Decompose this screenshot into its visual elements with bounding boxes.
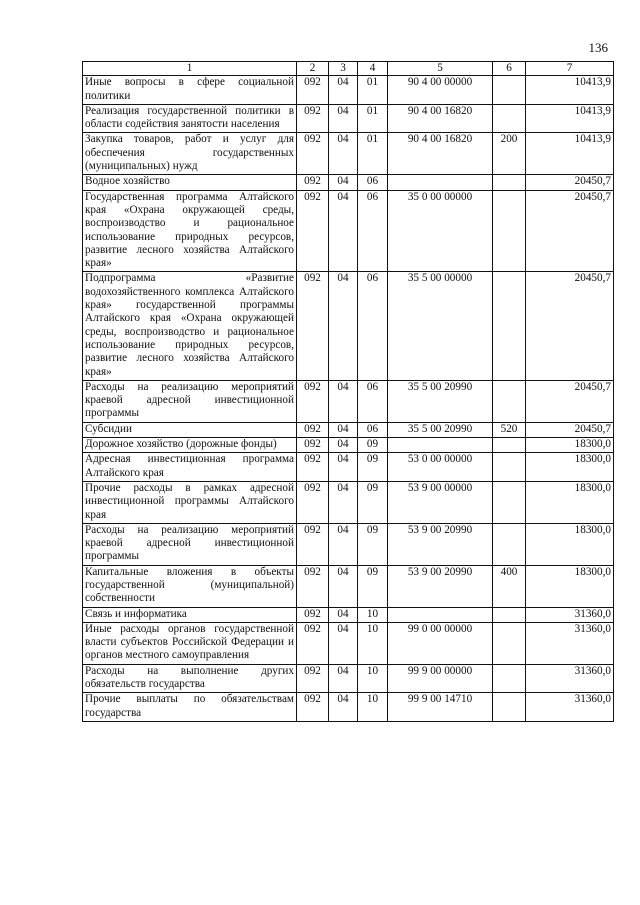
table-row (83, 453, 614, 482)
row-name-cell: Расходы на выполнение других обязательств государства (83, 664, 297, 693)
expense-type-cell (493, 622, 526, 664)
expense-type-cell: 400 (493, 565, 526, 607)
section-code-cell: 04 (329, 438, 358, 453)
subsection-code-cell: 01 (358, 104, 388, 133)
ministry-code-cell: 092 (297, 175, 329, 190)
column-header: 4 (358, 62, 388, 76)
amount-cell: 20450,7 (526, 380, 614, 422)
amount-cell: 10413,9 (526, 133, 614, 175)
expense-type-cell (493, 104, 526, 133)
expense-type-cell (493, 76, 526, 105)
subsection-code-cell: 01 (358, 76, 388, 105)
expense-type-cell (493, 523, 526, 565)
section-code-cell: 04 (329, 380, 358, 422)
amount-cell: 31360,0 (526, 607, 614, 622)
table-row (83, 607, 614, 622)
page-number: 136 (588, 40, 608, 55)
ministry-code-cell: 092 (297, 622, 329, 664)
target-item-cell: 53 9 00 20990 (388, 523, 493, 565)
row-name-cell: Государственная программа Алтайского края «Охрана окружающей среды, воспроизводство и рациональное использование природных ресурсов, развитие лесного хозяйства Алтайского края» (83, 190, 297, 272)
amount-cell: 20450,7 (526, 190, 614, 272)
target-item-cell: 99 9 00 00000 (388, 664, 493, 693)
amount-cell: 20450,7 (526, 175, 614, 190)
expense-type-cell (493, 438, 526, 453)
subsection-code-cell: 06 (358, 175, 388, 190)
expense-type-cell (493, 607, 526, 622)
table-row (83, 422, 614, 437)
amount-cell: 31360,0 (526, 664, 614, 693)
amount-cell: 10413,9 (526, 104, 614, 133)
subsection-code-cell: 09 (358, 438, 388, 453)
section-code-cell: 04 (329, 104, 358, 133)
ministry-code-cell: 092 (297, 380, 329, 422)
row-name-cell: Иные расходы органов государственной власти субъектов Российской Федерации и органов местного самоуправления (83, 622, 297, 664)
row-name-cell: Адресная инвестиционная программа Алтайского края (83, 453, 297, 482)
section-code-cell: 04 (329, 190, 358, 272)
section-code-cell: 04 (329, 76, 358, 105)
target-item-cell (388, 438, 493, 453)
row-name-cell: Связь и информатика (83, 607, 297, 622)
expense-type-cell: 200 (493, 133, 526, 175)
subsection-code-cell: 10 (358, 664, 388, 693)
target-item-cell: 35 5 00 20990 (388, 380, 493, 422)
row-name-cell: Субсидии (83, 422, 297, 437)
amount-cell: 31360,0 (526, 693, 614, 722)
subsection-code-cell: 06 (358, 422, 388, 437)
target-item-cell: 35 0 00 00000 (388, 190, 493, 272)
subsection-code-cell: 06 (358, 380, 388, 422)
subsection-code-cell: 09 (358, 481, 388, 523)
expense-type-cell (493, 380, 526, 422)
subsection-code-cell: 09 (358, 453, 388, 482)
expense-type-cell (493, 272, 526, 380)
ministry-code-cell: 092 (297, 104, 329, 133)
subsection-code-cell: 09 (358, 565, 388, 607)
table-row (83, 272, 614, 380)
section-code-cell: 04 (329, 622, 358, 664)
target-item-cell: 90 4 00 16820 (388, 104, 493, 133)
row-name-cell: Иные вопросы в сфере социальной политики (83, 76, 297, 105)
section-code-cell: 04 (329, 481, 358, 523)
subsection-code-cell: 01 (358, 133, 388, 175)
table-header (83, 62, 614, 76)
ministry-code-cell: 092 (297, 481, 329, 523)
amount-cell: 20450,7 (526, 272, 614, 380)
expense-type-cell (493, 664, 526, 693)
ministry-code-cell: 092 (297, 565, 329, 607)
target-item-cell: 99 9 00 14710 (388, 693, 493, 722)
ministry-code-cell: 092 (297, 664, 329, 693)
amount-cell: 18300,0 (526, 481, 614, 523)
table-row (83, 133, 614, 175)
subsection-code-cell: 09 (358, 523, 388, 565)
expense-type-cell (493, 175, 526, 190)
table-row (83, 481, 614, 523)
section-code-cell: 04 (329, 693, 358, 722)
table-row (83, 622, 614, 664)
column-header: 1 (83, 62, 297, 76)
ministry-code-cell: 092 (297, 693, 329, 722)
ministry-code-cell: 092 (297, 453, 329, 482)
subsection-code-cell: 10 (358, 607, 388, 622)
row-name-cell: Дорожное хозяйство (дорожные фонды) (83, 438, 297, 453)
target-item-cell (388, 607, 493, 622)
target-item-cell: 35 5 00 00000 (388, 272, 493, 380)
ministry-code-cell: 092 (297, 190, 329, 272)
section-code-cell: 04 (329, 664, 358, 693)
table-row (83, 76, 614, 105)
row-name-cell: Реализация государственной политики в области содействия занятости населения (83, 104, 297, 133)
column-header: 7 (526, 62, 614, 76)
table-row (83, 104, 614, 133)
budget-table (82, 61, 614, 722)
amount-cell: 18300,0 (526, 438, 614, 453)
amount-cell: 20450,7 (526, 422, 614, 437)
target-item-cell: 90 4 00 00000 (388, 76, 493, 105)
row-name-cell: Водное хозяйство (83, 175, 297, 190)
target-item-cell: 53 9 00 00000 (388, 481, 493, 523)
ministry-code-cell: 092 (297, 607, 329, 622)
section-code-cell: 04 (329, 272, 358, 380)
table-row (83, 380, 614, 422)
section-code-cell: 04 (329, 607, 358, 622)
ministry-code-cell: 092 (297, 422, 329, 437)
target-item-cell: 53 9 00 20990 (388, 565, 493, 607)
expense-type-cell (493, 693, 526, 722)
subsection-code-cell: 06 (358, 190, 388, 272)
section-code-cell: 04 (329, 422, 358, 437)
target-item-cell (388, 175, 493, 190)
row-name-cell: Капитальные вложения в объекты государственной (муниципальной) собственности (83, 565, 297, 607)
column-header: 6 (493, 62, 526, 76)
target-item-cell: 35 5 00 20990 (388, 422, 493, 437)
table-row (83, 565, 614, 607)
section-code-cell: 04 (329, 453, 358, 482)
row-name-cell: Закупка товаров, работ и услуг для обеспечения государственных (муниципальных) нужд (83, 133, 297, 175)
ministry-code-cell: 092 (297, 133, 329, 175)
target-item-cell: 99 0 00 00000 (388, 622, 493, 664)
table-row (83, 438, 614, 453)
column-header: 5 (388, 62, 493, 76)
amount-cell: 18300,0 (526, 523, 614, 565)
section-code-cell: 04 (329, 523, 358, 565)
ministry-code-cell: 092 (297, 76, 329, 105)
expense-type-cell: 520 (493, 422, 526, 437)
target-item-cell: 90 4 00 16820 (388, 133, 493, 175)
row-name-cell: Прочие расходы в рамках адресной инвестиционной программы Алтайского края (83, 481, 297, 523)
section-code-cell: 04 (329, 133, 358, 175)
table-row (83, 664, 614, 693)
table-row (83, 175, 614, 190)
table-row (83, 523, 614, 565)
expense-type-cell (493, 481, 526, 523)
target-item-cell: 53 0 00 00000 (388, 453, 493, 482)
subsection-code-cell: 10 (358, 622, 388, 664)
table-body (83, 76, 614, 722)
row-name-cell: Расходы на реализацию мероприятий краевой адресной инвестиционной программы (83, 380, 297, 422)
row-name-cell: Подпрограмма «Развитие водохозяйственного комплекса Алтайского края» государственной программы Алтайского края «Охрана окружающей среды, воспроизводство и рациональное использование природных ресурсов, развитие лесного хозяйства Алтайского края» (83, 272, 297, 380)
amount-cell: 10413,9 (526, 76, 614, 105)
table-row (83, 190, 614, 272)
amount-cell: 18300,0 (526, 565, 614, 607)
table-row (83, 693, 614, 722)
row-name-cell: Прочие выплаты по обязательствам государства (83, 693, 297, 722)
column-header: 2 (297, 62, 329, 76)
amount-cell: 18300,0 (526, 453, 614, 482)
expense-type-cell (493, 190, 526, 272)
subsection-code-cell: 06 (358, 272, 388, 380)
ministry-code-cell: 092 (297, 523, 329, 565)
ministry-code-cell: 092 (297, 438, 329, 453)
ministry-code-cell: 092 (297, 272, 329, 380)
section-code-cell: 04 (329, 565, 358, 607)
row-name-cell: Расходы на реализацию мероприятий краевой адресной инвестиционной программы (83, 523, 297, 565)
amount-cell: 31360,0 (526, 622, 614, 664)
column-header: 3 (329, 62, 358, 76)
section-code-cell: 04 (329, 175, 358, 190)
subsection-code-cell: 10 (358, 693, 388, 722)
expense-type-cell (493, 453, 526, 482)
